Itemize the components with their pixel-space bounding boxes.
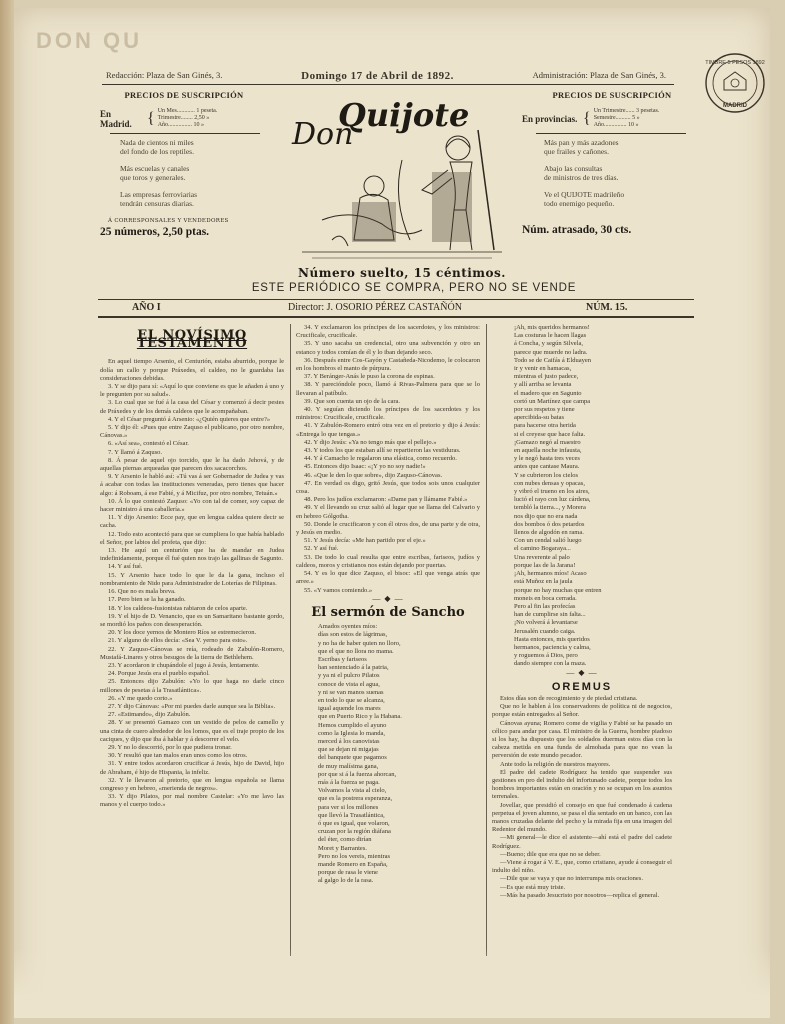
paragraph: 12. Todo esto aconteció para que se cumpliera lo que había hablado el Señor, por labios del profeta, que dijo: bbox=[100, 530, 284, 546]
article-title-sermon: El sermón de Sancho bbox=[311, 604, 465, 620]
numero-suelto: Número suelto, 15 céntimos. bbox=[298, 266, 506, 280]
paragraph: 54. Y es lo que dice Zaquso, el bisoc: «El que venga atrás que arree.» bbox=[296, 570, 480, 586]
paragraph: 51. Y Jesús decía: «Me han partido por el eje.» bbox=[304, 537, 426, 545]
masthead-rule-bottom bbox=[98, 316, 694, 318]
precios-left-lines bbox=[158, 108, 218, 129]
paragraph: —Viene á rogar á V. E., que, como cristiano, ayude á conseguir el indulto del niño. bbox=[492, 859, 672, 875]
verse-line: cruzan por la región diáfana bbox=[318, 828, 391, 836]
paragraph: 33. Y dijo Pilatos, por mal nombre Castelar: «Yo me lavo las manos y el cuerpo todo.» bbox=[100, 793, 284, 809]
paragraph: 27. «Estimando», dijo Zabulón. bbox=[108, 711, 191, 719]
verse-line: Abajo las consultas bbox=[544, 164, 603, 173]
verse-line: Las costuras le hacen llagas bbox=[514, 332, 587, 340]
column-separator bbox=[486, 324, 487, 956]
verse-line: Todo se de Caifás á Elduayen bbox=[514, 356, 591, 364]
paragraph: —Mi general—le dice el asistente—ahí está el padre del cadete Rodríguez. bbox=[492, 834, 672, 850]
precios-right-verse2 bbox=[522, 164, 712, 182]
paragraph: 28. Y se presentó Gamazo con un vestido de pelos de camello y una cinta de cuero alrededor de los lomos, que es el traje propio de los caciques, y dijo que iba á hablar y á descorrer el velo. bbox=[100, 719, 284, 743]
paragraph: Cánovas ayuna; Romero come de vigilia y Fabié se ha pasado un célico para andar por casa. El ministro de la Guerra, hombre piadoso si los hay, ha dispuesto que los soldados duerman estos días con la cabeza metida en una funda de almohada para que no vean la perversión de este mundo pecador. bbox=[492, 719, 672, 760]
paragraph: Estos días son de recogimiento y de piedad cristiana. bbox=[500, 694, 638, 702]
verse-line: tembló la tierra..., y Morera bbox=[514, 504, 586, 512]
verse-line: por sus respetos y tiene bbox=[514, 406, 575, 414]
column-3 bbox=[492, 324, 672, 954]
price-line: Trimestre........ 2,50 » bbox=[157, 115, 210, 121]
verse-line: para ver si los millones bbox=[318, 803, 379, 811]
column-2 bbox=[296, 324, 480, 954]
paragraph: 24. Porque Jesús era el pueblo español. bbox=[108, 670, 210, 678]
verse-line: como la Iglesia lo manda, bbox=[318, 729, 385, 737]
director-label: Director: J. OSORIO PÉREZ CASTAÑÓN bbox=[288, 302, 462, 313]
paragraph: 7. Y llamó á Zaquso. bbox=[108, 448, 163, 456]
precios-right-row: En provincias. { Un Trimestre...... 3 pesetas. Semestre.......... 5 » Año............... 10 » bbox=[522, 108, 660, 128]
paragraph: 6. «Así sea», contestó el César. bbox=[108, 440, 189, 448]
paragraph: 20. Y los doce yernos de Montero Ríos se estremecieron. bbox=[108, 629, 257, 637]
precios-right-place: En provincias. bbox=[522, 113, 578, 124]
header-rule bbox=[102, 84, 674, 85]
verse-line: Una reverente al palo bbox=[514, 553, 570, 561]
paragraph: 41. Y Zabulón-Romero entró otra vez en el pretorio y dijo á Jesús: «Entrega lo que tengas.» bbox=[296, 422, 480, 438]
verse-line: tendrán censuras diarias. bbox=[120, 199, 194, 208]
paragraph: 39. Que son cuenta un ojo de la cara. bbox=[304, 397, 401, 405]
paragraph: 22. Y Zaquso-Cánovas se reía, rodeado de Zabulón-Romero, Mustafá-Linares y otros besugos de la tierra de Bethlehem. bbox=[100, 645, 284, 661]
verse-line: Moret y Barrantes. bbox=[318, 844, 367, 852]
verse-line: dos bombos ó dos petardos bbox=[514, 520, 585, 528]
precios-right-lines bbox=[594, 108, 660, 129]
precios-left bbox=[100, 90, 276, 238]
verse-line: de muy malísima gana, bbox=[318, 762, 379, 770]
numero-label: NÚM. 15. bbox=[586, 302, 628, 313]
ornament: — ◆ — bbox=[566, 667, 598, 677]
divider bbox=[110, 133, 260, 134]
verse-line: por que si á la fuerza ahorcan, bbox=[318, 770, 397, 778]
paragraph: 45. Entonces dijo Isaac: «¡Y yo no soy nadie!» bbox=[304, 463, 426, 471]
verse-line: conoce de vista el agua, bbox=[318, 680, 380, 688]
paragraph: —Es que está muy triste. bbox=[500, 883, 566, 891]
paragraph: 53. De todo lo cual resulta que entre escribas, fariseos, judíos y caldeos, moros y cristianos nos están dejando por puertas. bbox=[296, 553, 480, 569]
verse-line: merced á los canovistas bbox=[318, 737, 380, 745]
precios-right-verse3 bbox=[522, 190, 712, 208]
sermon-poem-continued bbox=[492, 324, 672, 669]
paragraph: 35. Y uno sacaba un credencial, otro una subvención y otro un estanco y todos comían de él y lo iban dejando seco. bbox=[296, 340, 480, 356]
verse-line: porque de rasa le viene bbox=[318, 869, 378, 877]
sermon-poem bbox=[296, 623, 480, 886]
precios-left-title: PRECIOS DE SUSCRIPCIÓN bbox=[124, 90, 244, 100]
verse-line: igual aquende los mares bbox=[318, 705, 381, 713]
verse-line: antes que cantase Maura. bbox=[514, 463, 580, 471]
paragraph: En aquel tiempo Arsenio, el Centurión, estaba aburrido, porque le dolía un callo y porque Práxedes, el caldeo, no le guardaba las consideraciones debidas. bbox=[100, 358, 284, 382]
paragraph: 50. Donde le crucificaron y con él otros dos, de una parte y de otra, y Jesús en medio. bbox=[296, 520, 480, 537]
seal-bottom-text: MADRID bbox=[723, 103, 747, 109]
verse-line: han de cumplirse sin falta... bbox=[514, 611, 586, 619]
verse-line: ir y venir en hamacas, bbox=[514, 365, 572, 373]
divider bbox=[536, 133, 686, 134]
verse-line: parece que muerde no ladra. bbox=[514, 348, 588, 356]
paragraph: 55. «Y vamos comiendo.» bbox=[304, 586, 373, 594]
page-bottom-fade bbox=[14, 948, 770, 1018]
price-line: Un Trimestre...... 3 pesetas. bbox=[593, 108, 660, 114]
price-line: Un Mes............ 1 peseta. bbox=[157, 108, 218, 114]
price-line: Semestre.......... 5 » bbox=[593, 115, 640, 121]
verse-line: á Concha, y según Silvela, bbox=[514, 340, 583, 348]
article-title-oremus: OREMUS bbox=[551, 680, 613, 693]
slogan: ESTE PERIÓDICO SE COMPRA, PERO NO SE VENDE bbox=[251, 282, 577, 294]
verse-line: Más escuelas y canales bbox=[120, 164, 190, 173]
paragraph: 27. Y dijo Cánovas: «Por mi puedes darle aunque sea la Biblia». bbox=[108, 702, 276, 710]
paragraph: 13. He aquí un centurión que ha de mandar en Judea indefinidamente, porque él fué quien nos trajo las gallinas de Sagunto. bbox=[100, 547, 284, 563]
paragraph: 30. Y resultó que tan malos eran unos como los otros. bbox=[108, 752, 248, 760]
paragraph: 5. Y dijo él: «Pues que entre Zaquso el publicano, por otro nombre, Cánovas.» bbox=[100, 424, 284, 440]
verse-line: del fondo de los reptiles. bbox=[120, 147, 194, 156]
price-line: Año................ 10 » bbox=[157, 122, 205, 128]
verse-line: ¡Gamazo negó al maestro bbox=[514, 438, 581, 446]
don-quijote-logo-illustration bbox=[282, 90, 510, 268]
verse-line: en todo lo que se alcanza, bbox=[318, 696, 385, 704]
precios-left-row: En Madrid. { Un Mes............ 1 peseta. Trimestre........ 2,50 » Año................ 10 » bbox=[100, 108, 218, 129]
verse-line: nos dijo que no era nada bbox=[514, 512, 578, 520]
verse-line: Pero no los vereis, mientras bbox=[318, 852, 391, 860]
verse-line: Y se cubrieron los cielos bbox=[514, 471, 579, 479]
col1-body bbox=[100, 358, 284, 809]
paragraph: 46. «Que le den lo que sobre», dijo Zaquso-Cánovas. bbox=[304, 471, 443, 479]
precios-right bbox=[522, 90, 712, 236]
paragraph: 17. Pero bien se la ha ganado. bbox=[108, 596, 186, 604]
verse-line: ¡Ah, mis queridos hermanos! bbox=[514, 324, 590, 331]
article-title-novisimo: EL NOVÍSIMO TESTAMENTO bbox=[136, 328, 248, 352]
verse-line: Con un cendal salió luego bbox=[514, 537, 582, 545]
ornament: — ◆ — bbox=[372, 593, 404, 603]
precios-left-verse1 bbox=[100, 138, 276, 156]
seal-top-text: TIMBRE 5 PESOS 1892 bbox=[705, 60, 765, 66]
precios-right-verse1 bbox=[522, 138, 712, 156]
verse-line: del éter, como dirían bbox=[318, 836, 372, 844]
paragraph: 21. Y alguno de ellos decía: «Sea V. yerno para esto». bbox=[108, 637, 248, 645]
timbre-seal-icon bbox=[704, 52, 766, 114]
library-stamp-ghost: DON QU bbox=[36, 28, 142, 53]
paragraph: 48. Pero los judíos exclamaron: «Dame pan y llámame Fabié.» bbox=[304, 496, 468, 504]
paragraph: 4. Y el César preguntó á Arsenio: «¿Quién quieres que entre?» bbox=[108, 415, 271, 423]
paragraph: 25. Entonces dijo Zabulón: «Yo lo que haga no darle cinco millones de pesetas á la Trasatlántica». bbox=[100, 678, 284, 694]
verse-line: ó que es igual, que volaron, bbox=[318, 819, 390, 827]
verse-line: Hemos cumplido el ayuno bbox=[318, 721, 387, 729]
verse-line: Nada de cientos ni miles bbox=[120, 138, 194, 147]
verse-line: Jerusalén cuando caiga. bbox=[514, 627, 576, 635]
paragraph: 32. Y le llevaron al pretorio, que en lengua española se llama congreso y en hebreo, «merienda de negros». bbox=[100, 776, 284, 792]
paragraph: 31. Y entre todos acordaron crucificar á Jesús, hijo de David, hijo de Abraham, é hijo de Hispania, la infeliz. bbox=[100, 760, 284, 776]
paragraph: Jovellar, que presidió el consejo en que fué condenado á cadena perpetua el joven alumno, se pasa el día sentado en un banco, con las manos cruzadas delante del pecho y la mirada fija en una imagen del Redentor del mundo. bbox=[492, 801, 672, 834]
paragraph: 18. Y los caldeos-fusionistas rabiaron de celos aparte. bbox=[108, 604, 248, 612]
precios-left-place: En Madrid. bbox=[100, 108, 132, 129]
verse-line: y roguemos á Dios, pero bbox=[514, 652, 578, 660]
paragraph: Que no le hablen á los conservadores de política ni de negocios, porque están entregados al Señor. bbox=[492, 703, 672, 719]
verse-line: mientras el justo padece, bbox=[514, 373, 579, 381]
verse-line: con nubes densas y opacas, bbox=[514, 479, 585, 487]
paragraph: 47. En verdad os digo, gritó Jesús, que todos sois unos cualquier cosa. bbox=[296, 479, 480, 496]
masthead-rule-top bbox=[98, 299, 694, 300]
col3-body bbox=[492, 695, 672, 900]
verse-line: y vibró el trueno en los aires, bbox=[514, 488, 590, 496]
verse-line: llenos de algodón en rama. bbox=[514, 529, 584, 537]
paragraph: 10. Á lo que contestó Zaquso: «Yo con tal de comer, soy capaz de hacer ministro á una caballería.» bbox=[100, 497, 284, 514]
paragraph: 8. Á pesar de aquel ojo torcido, que le ha dado Jehová, y de aquellas piernas arqueadas que parecen dos sacacorchos. bbox=[100, 456, 284, 473]
issue-date: Domingo 17 de Abril de 1892. bbox=[301, 70, 454, 82]
verse-line: y no ha de haber quien no lloro, bbox=[318, 639, 401, 647]
paragraph: 19. Y el hijo de D. Venancio, que es un Samaritano bastante gordo, se mordió los paños con desesperación. bbox=[100, 612, 284, 628]
verse-line: y le negó hasta tres veces bbox=[514, 455, 580, 463]
paragraph: 36. Después entre Cos-Gayón y Castañeda-Nicodemo, le colocaron en los hombros el manto de púrpura. bbox=[296, 356, 480, 373]
verse-line: y ni se van manos suenas bbox=[318, 688, 384, 696]
paragraph: 23. Y acordaron ir chupándole el jugo á Jesús, lentamente. bbox=[108, 661, 260, 669]
verse-line: han sentenciado á la patria, bbox=[318, 664, 389, 672]
verse-line: dando siempre con la maza. bbox=[514, 660, 587, 668]
verse-line: Ve el QUIJOTE madrileño bbox=[544, 190, 625, 199]
verse-line: moneis en boca cerrada. bbox=[514, 594, 577, 602]
price-line: Año............... 10 » bbox=[593, 122, 639, 128]
verse-line: si el creyese que hace falta. bbox=[514, 430, 586, 438]
paragraph: 34. Y exclamaron los príncipes de los sacerdotes, y los ministros: Crucificale, crucificale. bbox=[296, 324, 480, 340]
verse-line: cortó un Martínez que campa bbox=[514, 397, 591, 405]
verse-line: que toros y generales. bbox=[120, 173, 186, 182]
paragraph: 40. Y seguían diciendo los príncipes de los sacerdotes y los ministros: Crucificale, crucificale. bbox=[296, 406, 480, 422]
paragraph: 43. Y todos los que estaban allí se repartieron las vestiduras. bbox=[304, 447, 461, 455]
verse-line: el madero que en Sagunto bbox=[514, 389, 582, 397]
paragraph: 9. Y Arsenio le habló así: «Tú vas á ser Gobernador de Judea y vas á acabar con todas las instituciones veneradas, pero tienes que hacer algo: á Roboam, á ese Fabié, y á Micifuz, por otro nombre, Tetuán.» bbox=[100, 473, 284, 497]
paragraph: 42. Y dijo Jesús: «Ya no tengo más que el pellejo.» bbox=[304, 438, 437, 446]
paragraph: 52. Y así fué. bbox=[304, 545, 339, 553]
verse-line: apercibida-su batas bbox=[514, 414, 564, 422]
precios-left-verse3 bbox=[100, 190, 276, 208]
header-info-bar bbox=[106, 70, 666, 82]
verse-line: Volvamos la vista al cielo, bbox=[318, 787, 387, 795]
verse-line: al galgo lo de la rasa. bbox=[318, 877, 374, 885]
verse-line: Amados oyentes míos: bbox=[318, 623, 378, 631]
paragraph: 38. Y parecióndole poco, llamó á Rivas-Palmera para que se lo llevaran al patíbulo. bbox=[296, 381, 480, 397]
verse-line: y allí arriba se levanta bbox=[514, 381, 572, 389]
verse-line: porque las de la Jarana! bbox=[514, 561, 576, 569]
verse-line: del banquete que pagamos bbox=[318, 754, 387, 762]
paragraph: 29. Y no lo descorrió, por lo que pudiera tronar. bbox=[108, 743, 232, 751]
verse-line: que es la postrera esperanza, bbox=[318, 795, 393, 803]
corresponsales-note: Á CORRESPONSALES Y VENDEDORES bbox=[108, 218, 229, 224]
verse-line: en aquella noche infausta, bbox=[514, 447, 582, 455]
column-1 bbox=[100, 324, 284, 954]
paragraph: 3. Y se dijo para sí: «Aquí lo que conviene es que le añaden á uno y le pregunten por su salud». bbox=[100, 383, 284, 399]
redaccion-address: Redacción: Plaza de San Ginés, 3. bbox=[106, 70, 223, 80]
paragraph: 15. Y Arsenio hace todo lo que le da la gana, incluso el nombramiento de Nido para Administrador de Loterías de Filipinas. bbox=[100, 571, 284, 587]
col2-body bbox=[296, 324, 480, 595]
paragraph: —Dile que se vaya y que no interrumpa mis oraciones. bbox=[500, 875, 643, 883]
verse-line: ¡No volverá á levantarse bbox=[514, 619, 578, 627]
precios-right-title: PRECIOS DE SUSCRIPCIÓN bbox=[552, 90, 672, 100]
verse-line: más á la fuerza se paga. bbox=[318, 778, 380, 786]
verse-line: lució el rayo con luz cárdena, bbox=[514, 496, 591, 504]
verse-line: Más pan y más azadones bbox=[544, 138, 619, 147]
precios-left-verse2 bbox=[100, 164, 276, 182]
ano-label: AÑO I bbox=[132, 302, 161, 313]
column-separator bbox=[290, 324, 291, 956]
verse-line: que llevó la Trasatlántica, bbox=[318, 811, 385, 819]
paragraph: —Más ha pasado Jesucristo por nosotros—replica el general. bbox=[500, 891, 660, 899]
paragraph: 11. Y dijo Arsenio: Ecce pay, que en lengua caldea quiere decir se cacha. bbox=[100, 514, 284, 530]
logo-don-text: Don bbox=[292, 117, 354, 152]
paragraph: El padre del cadete Rodríguez ha tenido que suspender sus gestiones en pro del indulto del infortunado cadete, porque todos los hombres importantes están en oración y no se ocupan en los asuntos terrenales. bbox=[492, 768, 672, 801]
numero-atrasado: Núm. atrasado, 30 cts. bbox=[522, 224, 632, 236]
verse-line: y ya ni el pulcro Pilatos bbox=[318, 672, 380, 680]
verse-line: que frailes y cañones. bbox=[544, 147, 609, 156]
paragraph: 3. Lo cual que se fué á la casa del César y comenzó á decir pestes de Práxedes y de los demás caldeos que le acompañaban. bbox=[100, 399, 284, 415]
verse-line: Escribas y fariseos bbox=[318, 655, 367, 663]
verse-line: hermanos, paciencia y calma, bbox=[514, 643, 591, 651]
verse-line: Las empresas ferroviarias bbox=[120, 190, 198, 199]
verse-line: porque no hay muchas que entren bbox=[514, 586, 602, 594]
verse-line: que se dejan ni migajas bbox=[318, 746, 379, 754]
newspaper-page bbox=[14, 8, 770, 1018]
verse-line: que el que no llora no mama. bbox=[318, 647, 394, 655]
verse-line: días son estos de lágrimas, bbox=[318, 631, 388, 639]
verse-line: todo enemigo pequeño. bbox=[544, 199, 615, 208]
verse-line: de ministros de tres días. bbox=[544, 173, 619, 182]
administracion-address: Administración: Plaza de San Ginés, 3. bbox=[532, 70, 666, 80]
paragraph: 49. Y el llevando su cruz salió al lugar que se llama del Calvario y en hebreo Gólgotha. bbox=[296, 504, 480, 520]
verse-line: mande Romero en España, bbox=[318, 861, 388, 868]
verse-line: Pero al fin las profecías bbox=[514, 602, 576, 610]
verse-line: ¡Ah, hermanos míos! Acaso bbox=[514, 570, 587, 578]
left-page-edge bbox=[0, 0, 14, 1024]
paragraph: 44. Y á Camacho le regalaron una elástica, como recuerdo. bbox=[304, 455, 457, 463]
verse-line: que en Puerto Rico y la Habana. bbox=[318, 713, 402, 721]
paragraph: 16. Que no es mala breva. bbox=[108, 588, 176, 596]
paragraph: —Bueno; dile que era que no se deber. bbox=[500, 850, 601, 858]
logo-quijote-text: Quijote bbox=[338, 96, 470, 134]
paragraph: 14. Y así fué. bbox=[108, 563, 143, 571]
paragraph: Ante todo la religión de nuestros mayores. bbox=[500, 760, 611, 768]
verse-line: Hasta entonces, mis queridos bbox=[514, 635, 590, 643]
paragraph: 37. Y Beránger-Anás le puso la corona de espinas. bbox=[304, 373, 435, 381]
verse-line: para hacerse otra herida bbox=[514, 422, 576, 430]
verse-line: está Muñoz en la jaula bbox=[514, 578, 573, 586]
verse-line: el camino Bogaraya... bbox=[514, 545, 571, 553]
price-25-numeros: 25 números, 2,50 ptas. bbox=[100, 226, 210, 238]
paragraph: 26. «Y me quedo corto.» bbox=[108, 694, 173, 702]
